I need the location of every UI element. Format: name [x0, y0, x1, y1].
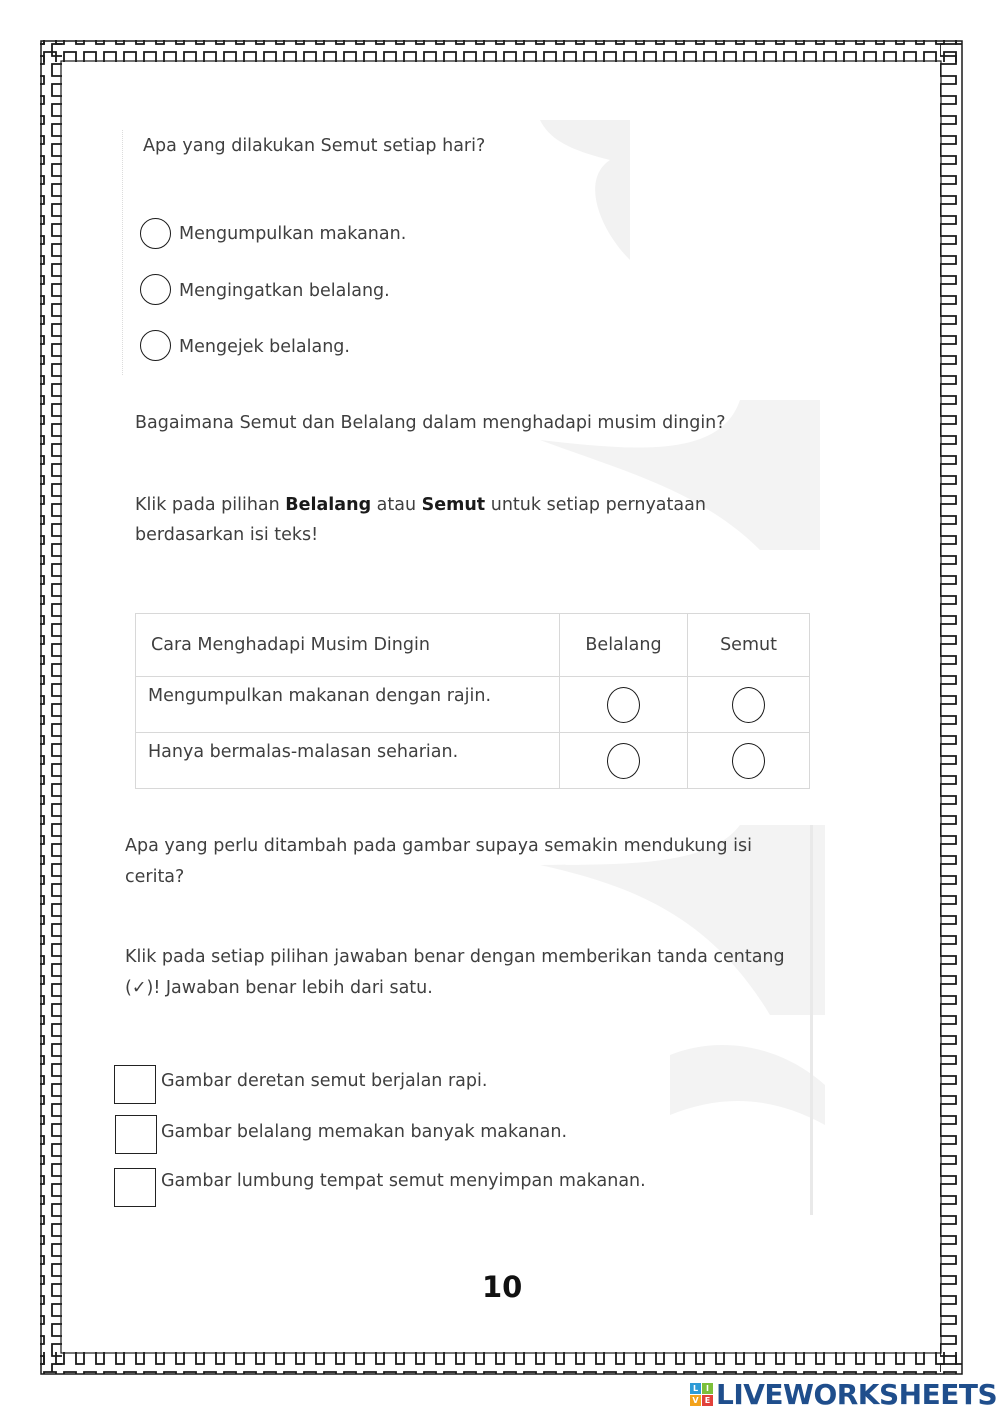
question2-instruction-line2: berdasarkan isi teks! [135, 525, 319, 545]
question3-prompt-line1: Apa yang perlu ditambah pada gambar supaya semakin mendukung isi [125, 836, 752, 856]
question3-instruction-line2: (✓)! Jawaban benar lebih dari satu. [125, 978, 433, 998]
page-number: 10 [482, 1270, 523, 1304]
option-label: Mengumpulkan makanan. [179, 224, 407, 244]
option-label: Gambar belalang memakan banyak makanan. [161, 1122, 568, 1142]
checkbox[interactable] [114, 1168, 156, 1207]
table-header: Semut [688, 614, 810, 677]
instruction-text: atau [371, 495, 422, 515]
radio-circle[interactable] [607, 743, 640, 779]
table-row [136, 733, 810, 789]
badge-letter: L [690, 1383, 701, 1394]
question2-prompt: Bagaimana Semut dan Belalang dalam menghadapi musim dingin? [135, 413, 726, 433]
table-header: Cara Menghadapi Musim Dingin [136, 614, 560, 677]
answer-table [135, 613, 810, 789]
table-cell [688, 677, 810, 733]
table-cell [560, 733, 688, 789]
badge-letter: E [702, 1395, 713, 1406]
option-label: Mengejek belalang. [179, 337, 350, 357]
table-header: Belalang [560, 614, 688, 677]
radio-circle[interactable] [732, 743, 765, 779]
option-label: Gambar deretan semut berjalan rapi. [161, 1071, 488, 1091]
question1-divider [122, 130, 123, 375]
radio-circle[interactable] [140, 274, 171, 305]
brand-name: LIVEWORKSHEETS [716, 1377, 998, 1411]
badge-letter: V [690, 1395, 701, 1406]
instruction-bold-semut: Semut [421, 495, 486, 515]
option-label: Mengingatkan belalang. [179, 281, 390, 301]
watermark-shape [540, 825, 825, 1215]
question3-instruction-line1: Klik pada setiap pilihan jawaban benar dengan memberikan tanda centang [125, 947, 785, 967]
brand-logo [690, 1376, 997, 1412]
table-cell [560, 677, 688, 733]
radio-circle[interactable] [732, 687, 765, 723]
checkbox[interactable] [114, 1065, 156, 1104]
brand-badge-icon [690, 1383, 713, 1406]
question2-instruction [135, 490, 706, 520]
watermark-shape [540, 120, 630, 260]
instruction-text: untuk setiap pernyataan [485, 495, 706, 515]
table-cell [688, 733, 810, 789]
instruction-bold-belalang: Belalang [285, 495, 372, 515]
table-row [136, 677, 810, 733]
question3-prompt-line2: cerita? [125, 867, 185, 887]
radio-circle[interactable] [140, 330, 171, 361]
table-header-row [136, 614, 810, 677]
radio-circle[interactable] [140, 218, 171, 249]
option-label: Gambar lumbung tempat semut menyimpan makanan. [161, 1171, 646, 1191]
table-cell: Hanya bermalas-malasan seharian. [136, 733, 560, 789]
question1-prompt: Apa yang dilakukan Semut setiap hari? [143, 136, 486, 156]
badge-letter: I [702, 1383, 713, 1394]
instruction-text: Klik pada pilihan [135, 495, 286, 515]
checkbox[interactable] [115, 1115, 157, 1154]
table-cell: Mengumpulkan makanan dengan rajin. [136, 677, 560, 733]
radio-circle[interactable] [607, 687, 640, 723]
